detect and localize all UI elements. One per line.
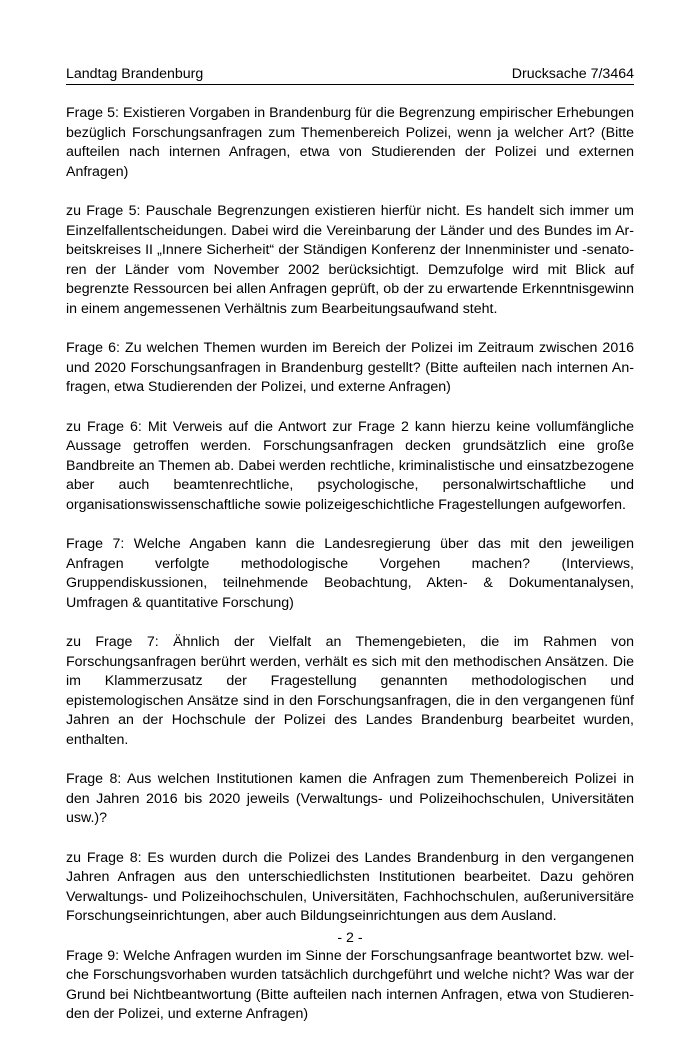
parliament-name: Landtag Brandenburg <box>66 66 204 82</box>
answer-8: zu Frage 8: Es wurden durch die Polizei des Landes Brandenburg in den vergangenen Jahren Anfragen aus den unterschiedlichsten Institutionen bearbeitet. Dazu gehören Verwaltungs- und Polizeihochschulen, Universitäten, Fachhochschulen, außeruniversitäre Forschungseinrichtungen, aber auch Bildungseinrichtungen aus dem Ausland. <box>66 849 634 924</box>
answer-7: zu Frage 7: Ähnlich der Vielfalt an Themengebieten, die im Rahmen von Forschungsanfragen berührt werden, verhält es sich mit den methodischen Ansätzen. Die im Klammerzusatz der Fragestellung genannten methodologischen und epistemologischen Ansätze sind in den Forschungsanfragen, die in den vergangenen fünf Jahren an der Hochschule der Polizei des Landes Brandenburg bearbeitet wurden, enthalten. <box>66 634 634 748</box>
document-body <box>66 104 634 1045</box>
question-6: Frage 6: Zu welchen Themen wurden im Bereich der Polizei im Zeitraum zwischen 2016 und 2020 Forschungsanfragen in Brandenburg gestellt? (Bitte aufteilen nach internen Anfragen, etwa Studierenden der Polizei, und externe Anfragen) <box>66 340 634 395</box>
answer-5: zu Frage 5: Pauschale Begrenzungen existieren hierfür nicht. Es handelt sich immer um Einzelfallentscheidungen. Dabei wird die Vereinbarung der Länder und des Bundes im Arbeitskreises II „Innere Sicherheit“ der Ständigen Konferenz der Innenminister und -senatoren der Länder vom November 2002 berücksichtigt. Demzufolge wird mit Blick auf begrenzte Ressourcen bei allen Anfragen geprüft, ob der zu erwartende Erkenntnisgewinn in einem angemessenen Verhältnis zum Bearbeitungsaufwand steht. <box>66 203 634 317</box>
question-9: Frage 9: Welche Anfragen wurden im Sinne der Forschungsanfrage beantwortet bzw. welche Forschungsvorhaben wurden tatsächlich durchgeführt und welche nicht? Was war der Grund bei Nichtbeantwortung (Bitte aufteilen nach internen Anfragen, etwa von Studierenden der Polizei, und externe Anfragen) <box>66 947 634 1022</box>
document-number: Drucksache 7/3464 <box>511 66 634 82</box>
page-header <box>66 64 634 85</box>
question-7: Frage 7: Welche Angaben kann die Landesregierung über das mit den jeweiligen Anfragen verfolgte methodologische Vorgehen machen? (Interviews, Gruppendiskussionen, teilnehmende Beobachtung, Akten- & Dokumentanalysen, Umfragen & quantitative Forschung) <box>66 536 634 611</box>
question-8: Frage 8: Aus welchen Institutionen kamen die Anfragen zum Themenbereich Polizei in den Jahren 2016 bis 2020 jeweils (Verwaltungs- und Polizeihochschulen, Universitäten usw.)? <box>66 771 634 826</box>
page-number: - 2 - <box>337 930 363 946</box>
question-5: Frage 5: Existieren Vorgaben in Brandenburg für die Begrenzung empirischer Erhebungen bezüglich Forschungsanfragen zum Themenbereich Polizei, wenn ja welcher Art? (Bitte aufteilen nach internen Anfragen, etwa von Studierenden der Polizei und externen Anfragen) <box>66 105 634 180</box>
answer-6: zu Frage 6: Mit Verweis auf die Antwort zur Frage 2 kann hierzu keine vollumfängliche Aussage getroffen werden. Forschungsanfragen decken grundsätzlich eine große Bandbreite an Themen ab. Dabei werden rechtliche, kriminalistische und einsatzbezogene aber auch beamtenrechtliche, psychologische, personalwirtschaftliche und organisationswissenschaftliche sowie polizeigeschichtliche Fragestellungen aufgeworfen. <box>66 418 634 513</box>
